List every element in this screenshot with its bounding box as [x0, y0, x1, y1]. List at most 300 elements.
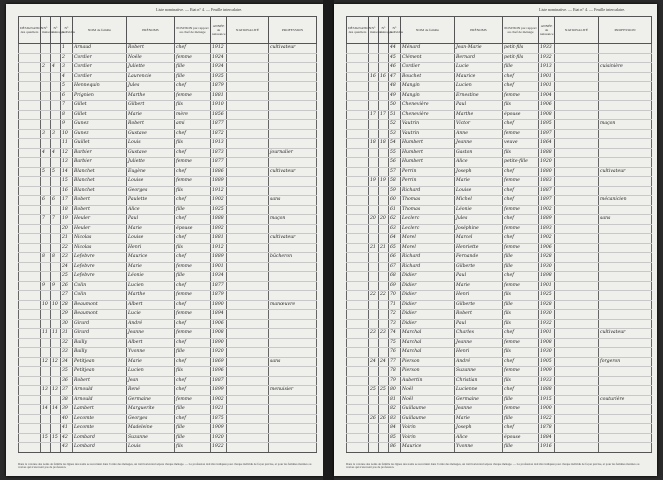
- table-row: [347, 376, 652, 386]
- table-row: [19, 53, 317, 63]
- cell-annee: 1932: [539, 53, 555, 63]
- cell-profession: [269, 348, 317, 358]
- cell-nom: Humbert: [401, 139, 455, 149]
- cell-nom: Richard: [401, 186, 455, 196]
- cell-profession: [269, 82, 317, 92]
- cell-individu: 29: [61, 310, 73, 320]
- column-header-annee: ANNÉE de naissance: [539, 17, 555, 44]
- cell-profession: [599, 319, 652, 329]
- cell-profession: [269, 72, 317, 82]
- cell-maison: [41, 72, 51, 82]
- cell-maison: [41, 234, 51, 244]
- cell-profession: [269, 224, 317, 234]
- cell-menage: [51, 348, 61, 358]
- cell-nom: Chenevière: [401, 110, 455, 120]
- cell-quartier: [347, 234, 369, 244]
- cell-nom: Bailly: [73, 338, 127, 348]
- cell-individu: 33: [61, 348, 73, 358]
- cell-maison: [369, 120, 379, 130]
- cell-annee: 1889: [211, 177, 227, 187]
- cell-menage: [379, 120, 389, 130]
- cell-nom: Humbert: [401, 148, 455, 158]
- cell-maison: [41, 177, 51, 187]
- cell-individu: 63: [389, 224, 401, 234]
- cell-maison: [41, 82, 51, 92]
- cell-position: épouse: [503, 433, 539, 443]
- cell-profession: [599, 367, 652, 377]
- cell-individu: 17: [61, 196, 73, 206]
- cell-prenom: Gaston: [455, 148, 503, 158]
- cell-maison: 13: [41, 386, 51, 396]
- cell-nationalite: [227, 357, 269, 367]
- column-header-menage: N° ménages: [379, 17, 389, 44]
- cell-individu: 70: [389, 291, 401, 301]
- cell-maison: [41, 91, 51, 101]
- cell-profession: cuisinière: [599, 63, 652, 73]
- cell-maison: [41, 338, 51, 348]
- cell-nationalite: [227, 376, 269, 386]
- table-row: [19, 44, 317, 54]
- cell-profession: maçon: [599, 120, 652, 130]
- cell-profession: sans: [269, 357, 317, 367]
- cell-profession: [269, 395, 317, 405]
- cell-individu: 15: [61, 177, 73, 187]
- cell-nationalite: [227, 348, 269, 358]
- cell-annee: 1886: [211, 167, 227, 177]
- cell-quartier: [347, 158, 369, 168]
- cell-nationalite: [227, 272, 269, 282]
- cell-individu: 66: [389, 253, 401, 263]
- cell-menage: [379, 234, 389, 244]
- table-row: [19, 310, 317, 320]
- cell-quartier: [347, 338, 369, 348]
- cell-prenom: Marie: [455, 281, 503, 291]
- cell-menage: [379, 348, 389, 358]
- cell-prenom: Paulette: [127, 196, 175, 206]
- cell-menage: [379, 300, 389, 310]
- cell-profession: [599, 234, 652, 244]
- cell-nom: Petitjean: [73, 367, 127, 377]
- cell-menage: [379, 91, 389, 101]
- table-row: [347, 44, 652, 54]
- cell-individu: 75: [389, 338, 401, 348]
- cell-maison: 20: [369, 215, 379, 225]
- cell-annee: 1889: [539, 215, 555, 225]
- cell-profession: [599, 338, 652, 348]
- cell-quartier: [347, 101, 369, 111]
- table-row: [19, 101, 317, 111]
- cell-prenom: Fernande: [455, 253, 503, 263]
- cell-maison: [369, 101, 379, 111]
- cell-maison: [41, 44, 51, 54]
- cell-maison: [369, 310, 379, 320]
- cell-individu: 18: [61, 205, 73, 215]
- cell-nationalite: [555, 63, 599, 73]
- cell-quartier: [347, 139, 369, 149]
- column-header-prenom: PRÉNOMS: [455, 17, 503, 44]
- cell-nationalite: [555, 348, 599, 358]
- cell-prenom: Marie: [127, 224, 175, 234]
- cell-nationalite: [227, 91, 269, 101]
- cell-maison: [369, 443, 379, 453]
- cell-profession: [599, 376, 652, 386]
- cell-individu: 4: [61, 72, 73, 82]
- table-row: [19, 291, 317, 301]
- cell-quartier: [347, 205, 369, 215]
- binding-fold: [323, 0, 334, 480]
- cell-menage: 9: [51, 281, 61, 291]
- cell-annee: 1897: [539, 129, 555, 139]
- cell-nationalite: [227, 167, 269, 177]
- table-row: [347, 319, 652, 329]
- cell-individu: 9: [61, 120, 73, 130]
- table-row: [19, 253, 317, 263]
- cell-prenom: Jean-Marie: [455, 44, 503, 54]
- cell-profession: [599, 405, 652, 415]
- cell-individu: 24: [61, 262, 73, 272]
- cell-position: femme: [503, 224, 539, 234]
- cell-position: fille: [503, 300, 539, 310]
- cell-menage: [51, 72, 61, 82]
- cell-quartier: [19, 395, 41, 405]
- cell-maison: [369, 367, 379, 377]
- cell-annee: 1881: [211, 234, 227, 244]
- table-row: [19, 205, 317, 215]
- cell-menage: 20: [379, 215, 389, 225]
- cell-prenom: Jeanne: [455, 139, 503, 149]
- cell-menage: 25: [379, 386, 389, 396]
- cell-position: chef: [175, 148, 211, 158]
- cell-nationalite: [555, 367, 599, 377]
- cell-menage: [51, 224, 61, 234]
- cell-maison: 11: [41, 329, 51, 339]
- cell-maison: [369, 433, 379, 443]
- cell-annee: 1910: [211, 101, 227, 111]
- cell-profession: [269, 329, 317, 339]
- table-row: [347, 91, 652, 101]
- cell-menage: [379, 205, 389, 215]
- cell-nationalite: [227, 405, 269, 415]
- table-row: [19, 300, 317, 310]
- cell-profession: [269, 272, 317, 282]
- table-row: [347, 310, 652, 320]
- cell-position: fils: [175, 186, 211, 196]
- cell-quartier: [19, 158, 41, 168]
- cell-menage: [51, 91, 61, 101]
- cell-profession: [599, 177, 652, 187]
- cell-menage: [51, 443, 61, 453]
- cell-nationalite: [227, 44, 269, 54]
- table-row: [347, 215, 652, 225]
- table-row: [347, 101, 652, 111]
- cell-menage: 23: [379, 329, 389, 339]
- table-row: [347, 395, 652, 405]
- cell-individu: 65: [389, 243, 401, 253]
- cell-prenom: Louise: [127, 177, 175, 187]
- cell-quartier: [19, 101, 41, 111]
- cell-individu: 44: [389, 44, 401, 54]
- cell-position: fils: [175, 367, 211, 377]
- cell-quartier: [19, 376, 41, 386]
- cell-maison: [41, 376, 51, 386]
- cell-individu: 83: [389, 414, 401, 424]
- cell-prenom: Gustave: [127, 129, 175, 139]
- cell-position: chef: [503, 167, 539, 177]
- cell-nationalite: [227, 443, 269, 453]
- cell-profession: [269, 262, 317, 272]
- table-row: [19, 405, 317, 415]
- cell-nom: Mangin: [401, 91, 455, 101]
- cell-maison: [369, 44, 379, 54]
- cell-quartier: [347, 433, 369, 443]
- cell-position: ami: [175, 120, 211, 130]
- table-row: [347, 253, 652, 263]
- cell-nom: Bouchet: [401, 72, 455, 82]
- cell-nationalite: [227, 262, 269, 272]
- table-row: [347, 281, 652, 291]
- cell-nom: Girard: [73, 329, 127, 339]
- cell-nom: Heuler: [73, 224, 127, 234]
- cell-menage: [379, 158, 389, 168]
- cell-individu: 52: [389, 120, 401, 130]
- column-header-quartier: DÉSIGNATION des quartiers: [19, 17, 41, 44]
- cell-individu: 76: [389, 348, 401, 358]
- cell-position: fils: [503, 101, 539, 111]
- cell-annee: 1921: [211, 405, 227, 415]
- cell-menage: 16: [379, 72, 389, 82]
- cell-position: chef: [175, 319, 211, 329]
- cell-prenom: Lucie: [455, 63, 503, 73]
- cell-menage: 19: [379, 177, 389, 187]
- cell-annee: 1902: [211, 395, 227, 405]
- cell-menage: [51, 243, 61, 253]
- cell-nationalite: [227, 319, 269, 329]
- cell-nationalite: [227, 367, 269, 377]
- cell-annee: 1884: [539, 433, 555, 443]
- cell-nationalite: [555, 376, 599, 386]
- cell-profession: [269, 281, 317, 291]
- cell-profession: [269, 424, 317, 434]
- cell-individu: 10: [61, 129, 73, 139]
- table-row: [19, 414, 317, 424]
- cell-nationalite: [227, 424, 269, 434]
- cell-position: chef: [503, 329, 539, 339]
- cell-annee: 1880: [539, 167, 555, 177]
- cell-prenom: Alice: [455, 433, 503, 443]
- cell-profession: [599, 424, 652, 434]
- cell-nationalite: [555, 120, 599, 130]
- cell-maison: 7: [41, 215, 51, 225]
- cell-prenom: Lucien: [127, 281, 175, 291]
- cell-nationalite: [227, 433, 269, 443]
- cell-nationalite: [555, 291, 599, 301]
- cell-annee: 1925: [539, 291, 555, 301]
- cell-annee: 1932: [539, 319, 555, 329]
- cell-nationalite: [555, 196, 599, 206]
- cell-position: chef: [503, 424, 539, 434]
- cell-menage: [379, 443, 389, 453]
- cell-menage: 4: [51, 148, 61, 158]
- cell-position: femme: [503, 205, 539, 215]
- cell-quartier: [347, 253, 369, 263]
- cell-position: fils: [503, 319, 539, 329]
- cell-prenom: Jeanne: [127, 329, 175, 339]
- cell-individu: 48: [389, 82, 401, 92]
- cell-menage: [379, 186, 389, 196]
- cell-quartier: [19, 63, 41, 73]
- cell-position: chef: [503, 120, 539, 130]
- cell-position: fille: [175, 405, 211, 415]
- cell-annee: 1872: [211, 129, 227, 139]
- cell-nationalite: [227, 63, 269, 73]
- cell-menage: [51, 310, 61, 320]
- cell-menage: 10: [51, 300, 61, 310]
- cell-nationalite: [555, 310, 599, 320]
- cell-profession: [599, 253, 652, 263]
- cell-profession: sans: [599, 215, 652, 225]
- table-row: [19, 243, 317, 253]
- cell-annee: 1912: [211, 186, 227, 196]
- cell-maison: 25: [369, 386, 379, 396]
- cell-nationalite: [227, 395, 269, 405]
- cell-menage: [379, 424, 389, 434]
- cell-profession: [269, 53, 317, 63]
- footnote: Dans la colonne des noms de famille les lignes des noms se succèdent dans l'ordre des ménages, un trait horizontal sépare chaque ménage. — La profession doit être indiquée pour chaque individu de façon précise, et pour les femmes mariées ou veuves qui n'exercent pas de profession.: [18, 461, 312, 470]
- cell-profession: [599, 272, 652, 282]
- cell-profession: [599, 300, 652, 310]
- cell-annee: 1890: [211, 300, 227, 310]
- cell-quartier: [347, 186, 369, 196]
- cell-nationalite: [555, 167, 599, 177]
- cell-profession: [599, 158, 652, 168]
- cell-annee: 1902: [539, 234, 555, 244]
- cell-prenom: Suzanne: [455, 367, 503, 377]
- cell-menage: [51, 110, 61, 120]
- cell-quartier: [347, 129, 369, 139]
- cell-nationalite: [227, 82, 269, 92]
- cell-nom: Leclerc: [401, 215, 455, 225]
- table-row: [19, 319, 317, 329]
- cell-nationalite: [555, 262, 599, 272]
- table-row: [19, 443, 317, 453]
- cell-individu: 30: [61, 319, 73, 329]
- cell-individu: 41: [61, 424, 73, 434]
- cell-profession: [599, 82, 652, 92]
- cell-nationalite: [555, 405, 599, 415]
- cell-nom: Perrin: [401, 167, 455, 177]
- cell-prenom: Gustave: [127, 148, 175, 158]
- cell-prenom: Louise: [127, 234, 175, 244]
- cell-annee: 1899: [211, 386, 227, 396]
- cell-position: chef: [503, 357, 539, 367]
- cell-nom: Morel: [401, 234, 455, 244]
- cell-annee: 1908: [539, 110, 555, 120]
- cell-position: femme: [503, 367, 539, 377]
- cell-nationalite: [227, 300, 269, 310]
- table-row: [347, 196, 652, 206]
- cell-maison: [369, 319, 379, 329]
- cell-menage: [379, 319, 389, 329]
- cell-menage: 18: [379, 139, 389, 149]
- cell-nom: Barbier: [73, 158, 127, 168]
- table-row: [347, 405, 652, 415]
- cell-menage: [379, 272, 389, 282]
- cell-nationalite: [555, 82, 599, 92]
- cell-prenom: Paul: [455, 101, 503, 111]
- cell-nationalite: [555, 158, 599, 168]
- cell-profession: [599, 186, 652, 196]
- cell-nationalite: [555, 139, 599, 149]
- table-row: [19, 120, 317, 130]
- cell-position: chef: [503, 272, 539, 282]
- cell-position: fille: [503, 395, 539, 405]
- cell-nom: Voirin: [401, 433, 455, 443]
- cell-nationalite: [555, 72, 599, 82]
- cell-maison: [369, 158, 379, 168]
- cell-profession: [269, 139, 317, 149]
- table-row: [19, 139, 317, 149]
- cell-individu: 7: [61, 101, 73, 111]
- cell-menage: [51, 53, 61, 63]
- cell-individu: 71: [389, 300, 401, 310]
- cell-nationalite: [555, 272, 599, 282]
- cell-nom: Pierson: [401, 367, 455, 377]
- cell-profession: manœuvre: [269, 300, 317, 310]
- cell-quartier: [347, 63, 369, 73]
- cell-nom: Robert: [73, 205, 127, 215]
- cell-nom: Didier: [401, 310, 455, 320]
- cell-quartier: [347, 329, 369, 339]
- cell-nationalite: [555, 148, 599, 158]
- cell-quartier: [347, 167, 369, 177]
- cell-quartier: [19, 177, 41, 187]
- cell-annee: 1888: [211, 215, 227, 225]
- cell-nom: Petitjean: [73, 357, 127, 367]
- cell-position: chef: [175, 129, 211, 139]
- cell-position: petite-fille: [503, 158, 539, 168]
- cell-position: fille: [175, 424, 211, 434]
- cell-annee: 1889: [211, 253, 227, 263]
- column-header-position: POSITION par rapport au chef de ménage: [503, 17, 539, 44]
- cell-position: chef: [503, 215, 539, 225]
- cell-nom: Thomas: [401, 205, 455, 215]
- column-header-position: POSITION par rapport au chef de ménage: [175, 17, 211, 44]
- cell-nationalite: [555, 300, 599, 310]
- cell-quartier: [19, 291, 41, 301]
- cell-annee: 1913: [539, 63, 555, 73]
- cell-nationalite: [227, 177, 269, 187]
- cell-position: chef: [175, 338, 211, 348]
- cell-nationalite: [555, 424, 599, 434]
- cell-annee: 1875: [211, 414, 227, 424]
- cell-individu: 80: [389, 386, 401, 396]
- column-header-annee: ANNÉE de naissance: [211, 17, 227, 44]
- cell-position: chef: [503, 234, 539, 244]
- cell-quartier: [19, 215, 41, 225]
- cell-individu: 49: [389, 91, 401, 101]
- cell-quartier: [347, 376, 369, 386]
- cell-position: chef: [503, 72, 539, 82]
- cell-maison: [41, 53, 51, 63]
- cell-annee: 1915: [539, 395, 555, 405]
- cell-nationalite: [227, 139, 269, 149]
- cell-annee: 1930: [539, 348, 555, 358]
- cell-maison: 24: [369, 357, 379, 367]
- cell-position: fils: [503, 348, 539, 358]
- cell-maison: [41, 101, 51, 111]
- cell-prenom: Jules: [455, 215, 503, 225]
- cell-individu: 1: [61, 44, 73, 54]
